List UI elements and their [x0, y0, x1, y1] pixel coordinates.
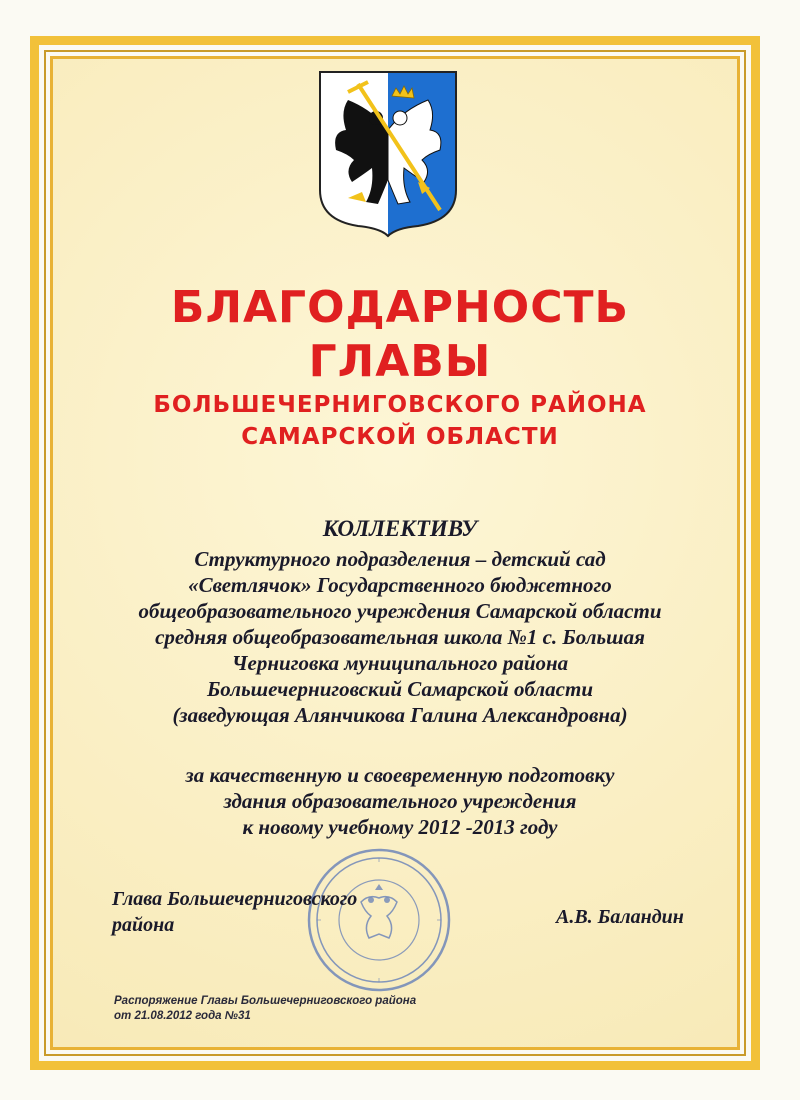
organization-line: общеобразовательного учреждения Самарской области	[138, 599, 662, 623]
certificate-subtitle-region: САМАРСКОЙ ОБЛАСТИ	[241, 424, 559, 450]
certificate-subtitle-district: БОЛЬШЕЧЕРНИГОВСКОГО РАЙОНА	[153, 392, 647, 418]
addressee-heading: КОЛЛЕКТИВУ	[322, 516, 478, 541]
coat-of-arms-eagle-icon	[318, 70, 458, 238]
organization-line: средняя общеобразовательная школа №1 с. Большая	[155, 625, 645, 649]
signatory-name: А.В. Баландин	[556, 906, 684, 928]
organization-block	[80, 546, 720, 728]
order-reference-line: от 21.08.2012 года №31	[114, 1010, 251, 1022]
order-reference	[114, 994, 534, 1024]
reason-line: за качественную и своевременную подготовку	[185, 763, 615, 787]
reason-line: здания образовательного учреждения	[223, 789, 577, 813]
organization-line: Структурного подразделения – детский сад	[194, 547, 606, 571]
certificate-title: БЛАГОДАРНОСТЬ	[170, 282, 630, 333]
reason-block	[80, 762, 720, 840]
organization-line: Большечерниговский Самарской области	[206, 677, 594, 701]
signatory-position-line: Глава Большечерниговского	[112, 888, 358, 910]
organization-line: Черниговка муниципального района	[231, 651, 569, 675]
certificate-title-line2: ГЛАВЫ	[308, 336, 492, 387]
reason-line: к новому учебному 2012 -2013 году	[242, 815, 558, 839]
organization-line: (заведующая Алянчикова Галина Александровна)	[172, 703, 628, 727]
signatory-position	[112, 886, 432, 938]
order-reference-line: Распоряжение Главы Большечерниговского района	[114, 995, 417, 1007]
organization-line: «Светлячок» Государственного бюджетного	[188, 573, 612, 597]
signatory-position-line: района	[112, 914, 175, 936]
